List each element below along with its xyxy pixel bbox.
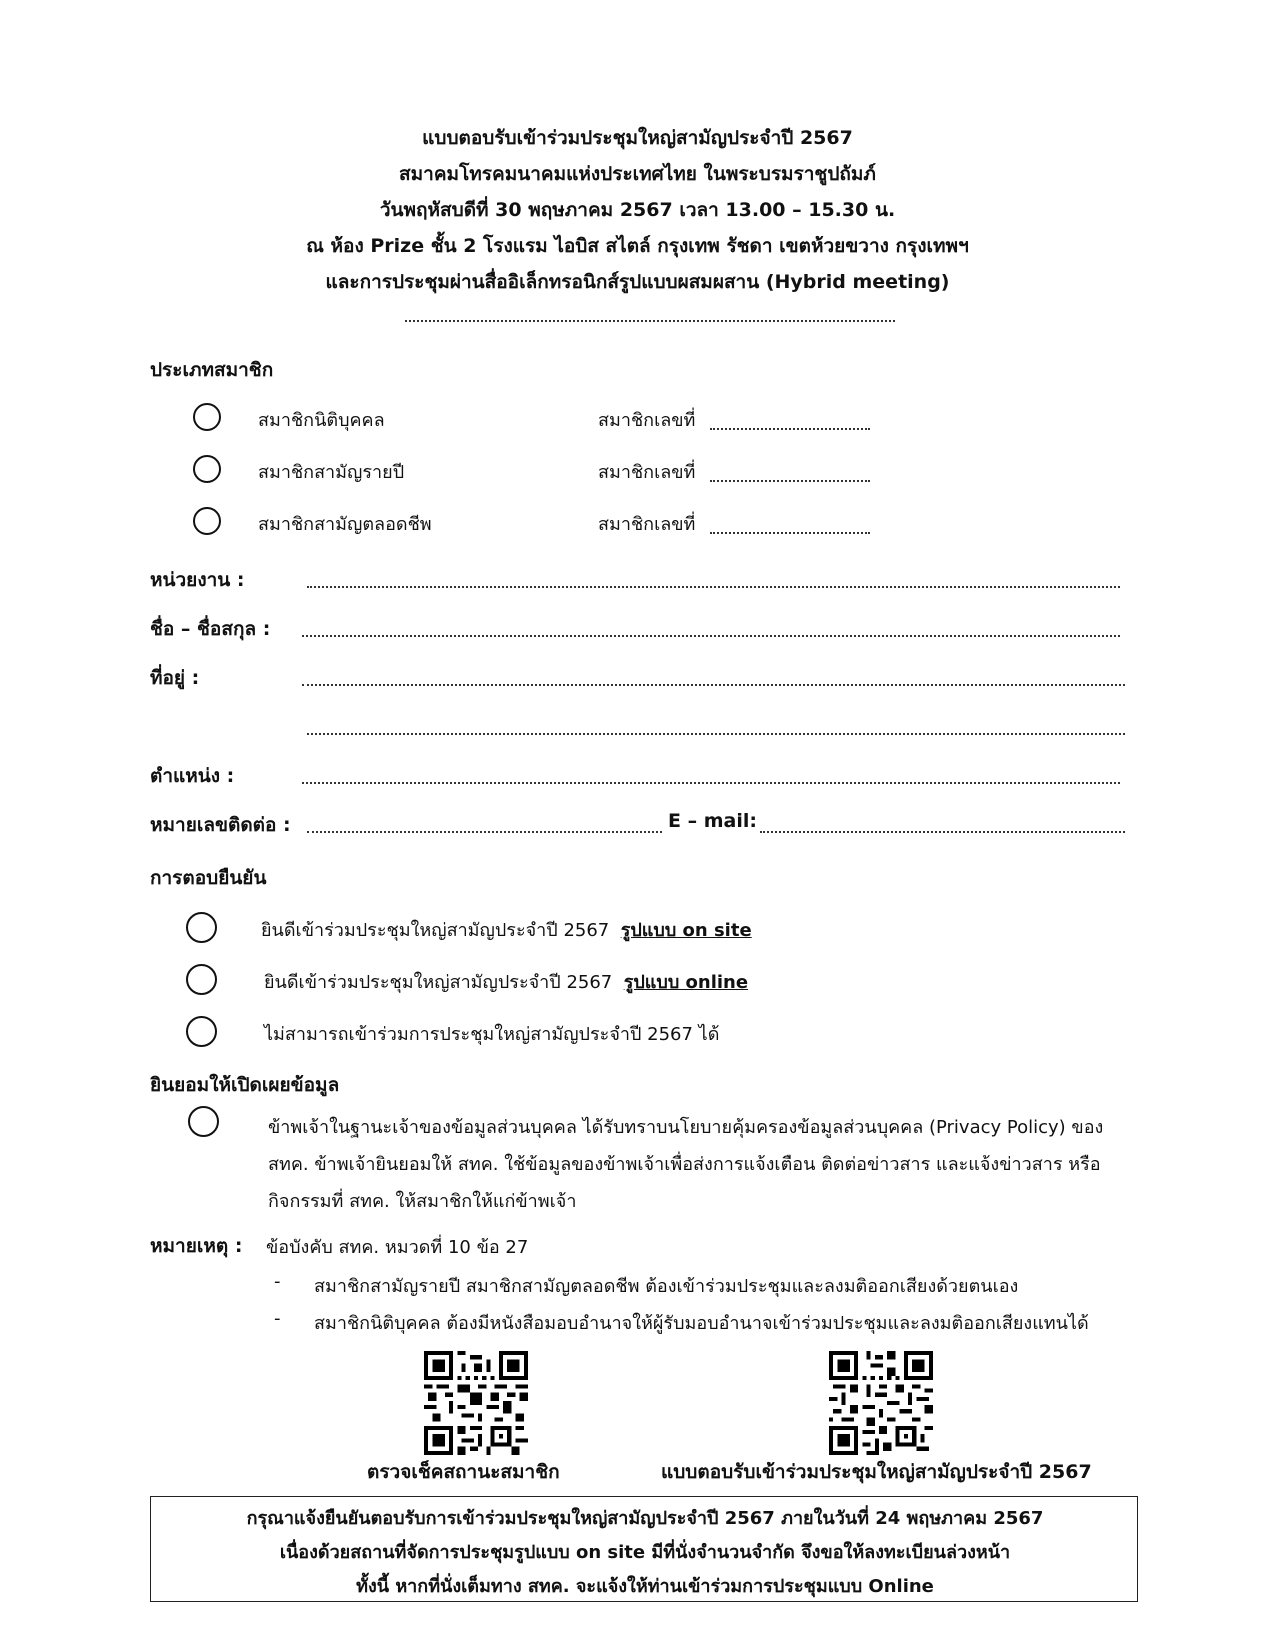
qr-right-caption: แบบตอบรับเข้าร่วมประชุมใหญ่สามัญประจำปี 2567: [661, 1461, 1092, 1483]
membership-option-juristic: สมาชิกนิติบุคคล: [258, 410, 385, 431]
address-field-line2[interactable]: [307, 733, 1125, 735]
confirm-radio-onsite[interactable]: [186, 912, 217, 943]
meeting-format: และการประชุมผ่านสื่ออิเล็กทรอนิกส์รูปแบบผสมผสาน (Hybrid meeting): [325, 271, 950, 293]
member-no-label: สมาชิกเลขที่: [598, 514, 696, 535]
remarks-item2: สมาชิกนิติบุคคล ต้องมีหนังสือมอบอำนาจให้ผู้รับมอบอำนาจเข้าร่วมประชุมและลงมติออกเสียงแทนได้: [314, 1313, 1089, 1334]
address-label: ที่อยู่ :: [150, 667, 200, 689]
member-no-label: สมาชิกเลขที่: [598, 410, 696, 431]
confirm-radio-decline[interactable]: [186, 1016, 217, 1047]
confirm-option-decline: ไม่สามารถเข้าร่วมการประชุมใหญ่สามัญประจำปี 2567 ได้: [264, 1024, 720, 1045]
notice-box: [150, 1496, 1138, 1602]
qr-left-caption: ตรวจเช็คสถานะสมาชิก: [367, 1461, 560, 1483]
membership-section-title: ประเภทสมาชิก: [150, 359, 274, 381]
consent-text-line2: สทค. ข้าพเจ้ายินยอมให้ สทค. ใช้ข้อมูลของข้าพเจ้าเพื่อส่งการแจ้งเตือน ติดต่อข่าวสาร และแจ้งข่าวสาร หรือ: [268, 1154, 1101, 1175]
remarks-bullet: -: [274, 1308, 281, 1329]
address-field-line1[interactable]: [302, 684, 1125, 686]
member-status-qr-icon[interactable]: [424, 1351, 528, 1455]
phone-field[interactable]: [307, 831, 662, 833]
membership-radio-lifetime[interactable]: [193, 507, 221, 535]
notice-line3: ทั้งนี้ หากที่นั่งเต็มทาง สทค. จะแจ้งให้ท่านเข้าร่วมการประชุมแบบ Online: [356, 1576, 934, 1597]
membership-radio-annual[interactable]: [193, 455, 221, 483]
consent-text-line3: กิจกรรมที่ สทค. ให้สมาชิกให้แก่ข้าพเจ้า: [268, 1191, 577, 1212]
remarks-item1: สมาชิกสามัญรายปี สมาชิกสามัญตลอดชีพ ต้องเข้าร่วมประชุมและลงมติออกเสียงด้วยตนเอง: [314, 1276, 1019, 1297]
position-label: ตำแหน่ง :: [150, 765, 235, 787]
email-field[interactable]: [760, 831, 1125, 833]
membership-radio-juristic[interactable]: [193, 403, 221, 431]
confirmation-section-title: การตอบยืนยัน: [150, 867, 267, 889]
consent-text-line1: ข้าพเจ้าในฐานะเจ้าของข้อมูลส่วนบุคคล ได้รับทราบนโยบายคุ้มครองข้อมูลส่วนบุคคล (Privacy Policy) ของ: [268, 1117, 1104, 1138]
remarks-label: หมายเหตุ :: [150, 1235, 243, 1257]
member-no-label: สมาชิกเลขที่: [598, 462, 696, 483]
notice-line2: เนื่องด้วยสถานที่จัดการประชุมรูปแบบ on site มีที่นั่งจำนวนจำกัด จึงขอให้ลงทะเบียนล่วงหน้า: [279, 1542, 1011, 1563]
form-title: แบบตอบรับเข้าร่วมประชุมใหญ่สามัญประจำปี 2567: [422, 127, 853, 149]
consent-section-title: ยินยอมให้เปิดเผยข้อมูล: [150, 1074, 340, 1096]
remarks-bullet: -: [274, 1271, 281, 1292]
position-field[interactable]: [302, 782, 1120, 784]
consent-radio[interactable]: [188, 1106, 219, 1137]
membership-option-lifetime: สมาชิกสามัญตลอดชีพ: [258, 514, 432, 535]
name-field[interactable]: [302, 635, 1120, 637]
meeting-date: วันพฤหัสบดีที่ 30 พฤษภาคม 2567 เวลา 13.00 – 15.30 น.: [379, 199, 896, 221]
remarks-text: ข้อบังคับ สทค. หมวดที่ 10 ข้อ 27: [266, 1237, 529, 1258]
organization-label: หน่วยงาน :: [150, 569, 245, 591]
meeting-response-qr-icon[interactable]: [829, 1351, 933, 1455]
meeting-venue: ณ ห้อง Prize ชั้น 2 โรงแรม ไอบิส สไตล์ กรุงเทพ รัชดา เขตห้วยขวาง กรุงเทพฯ: [306, 235, 969, 257]
name-label: ชื่อ – ชื่อสกุล :: [150, 618, 271, 640]
notice-line1: กรุณาแจ้งยืนยันตอบรับการเข้าร่วมประชุมใหญ่สามัญประจำปี 2567 ภายในวันที่ 24 พฤษภาคม 2567: [246, 1508, 1044, 1529]
confirm-option-online: ยินดีเข้าร่วมประชุมใหญ่สามัญประจำปี 2567 รูปแบบ online: [264, 972, 749, 993]
confirm-option-onsite: ยินดีเข้าร่วมประชุมใหญ่สามัญประจำปี 2567 รูปแบบ on site: [261, 920, 752, 941]
member-no-field-juristic[interactable]: [710, 428, 870, 430]
phone-label: หมายเลขติดต่อ :: [150, 814, 291, 836]
organization-field[interactable]: [307, 586, 1120, 588]
association-name: สมาคมโทรคมนาคมแห่งประเทศไทย ในพระบรมราชูปถัมภ์: [399, 163, 876, 185]
header-divider: [405, 320, 895, 322]
email-label: E – mail:: [668, 810, 757, 832]
membership-option-annual: สมาชิกสามัญรายปี: [258, 462, 405, 483]
confirm-radio-online[interactable]: [186, 964, 217, 995]
member-no-field-lifetime[interactable]: [710, 532, 870, 534]
member-no-field-annual[interactable]: [710, 480, 870, 482]
